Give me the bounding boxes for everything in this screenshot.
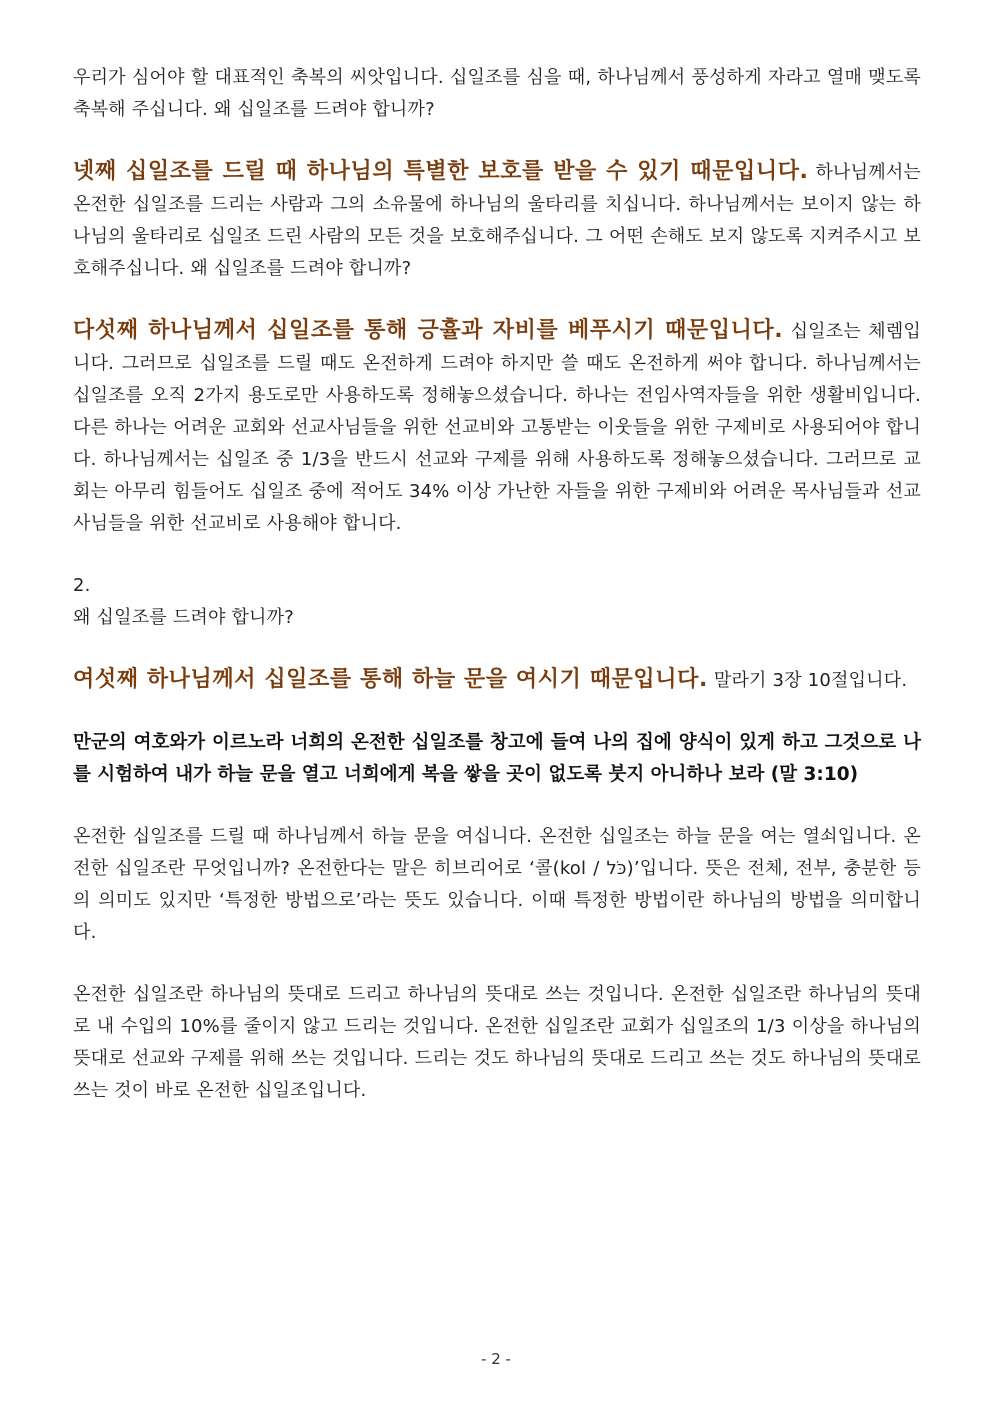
point-5-paragraph: [73, 315, 921, 540]
intro-paragraph: 우리가 심어야 할 대표적인 축복의 씨앗입니다. 십일조를 심을 때, 하나님께서 풍성하게 자라고 열매 맺도록 축복해 주십니다. 왜 십일조를 드려야 합니까?: [73, 67, 921, 120]
document-page: [73, 62, 921, 1107]
point-6-body: 말라기 3장 10절입니다.: [707, 670, 908, 691]
point-4-paragraph: [73, 156, 921, 285]
scripture-verse: 만군의 여호와가 이르노라 너희의 온전한 십일조를 창고에 들여 나의 집에 양식이 있게 하고 그것으로 나를 시험하여 내가 하늘 문을 열고 너희에게 복을 쌓을 곳이 없도록 붓지 아니하나 보라 (말 3:10): [73, 732, 921, 785]
section-question: 왜 십일조를 드려야 합니까?: [73, 607, 294, 628]
point-6-paragraph: [73, 664, 921, 697]
point-6-heading: 여섯째 하나님께서 십일조를 통해 하늘 문을 여시기 때문입니다.: [73, 667, 708, 692]
point-5-body: 십일조는 체렘입니다. 그러므로 십일조를 드릴 때도 온전하게 드려야 하지만 쓸 때도 온전하게 써야 합니다. 하나님께서는 십일조를 오직 2가지 용도로만 사용하도록 정해놓으셨습니다. 하나는 전임사역자들을 위한 생활비입니다. 다른 하나는 어려운 교회와 선교사님들을 위한 선교비와 고통받는 이웃들을 위한 구제비로 사용되어야 합니다. 하나님께서는 십일조 중 1/3을 반드시 선교와 구제를 위해 사용하도록 정해놓으셨습니다. 그러므로 교회는 아무리 힘들어도 십일조 중에 적어도 34% 이상 가난한 자들을 위한 구제비와 어려운 목사님들과 선교사님들을 위한 선교비로 사용해야 합니다.: [73, 321, 921, 534]
point-5-heading: 다섯째 하나님께서 십일조를 통해 긍휼과 자비를 베푸시기 때문입니다.: [73, 318, 784, 343]
page-number: - 2 -: [481, 1350, 511, 1368]
point-4-heading: 넷째 십일조를 드릴 때 하나님의 특별한 보호를 받을 수 있기 때문입니다.: [73, 159, 809, 184]
point-4-body: 하나님께서는 온전한 십일조를 드리는 사람과 그의 소유물에 하나님의 울타리를 치십니다. 하나님께서는 보이지 않는 하나님의 울타리로 십일조 드린 사람의 모든 것을 보호해주십니다. 그 어떤 손해도 보지 않도록 지켜주시고 보호해주십니다. 왜 십일조를 드려야 합니까?: [73, 162, 921, 279]
paragraph-complete-tithe: 온전한 십일조란 하나님의 뜻대로 드리고 하나님의 뜻대로 쓰는 것입니다. 온전한 십일조란 하나님의 뜻대로 내 수입의 10%를 줄이지 않고 드리는 것입니다. 온전한 십일조란 교회가 십일조의 1/3 이상을 하나님의 뜻대로 선교와 구제를 위해 쓰는 것입니다. 드리는 것도 하나님의 뜻대로 드리고 쓰는 것도 하나님의 뜻대로 쓰는 것이 바로 온전한 십일조입니다.: [73, 984, 921, 1101]
section-number: 2.: [73, 575, 91, 596]
paragraph-kol-meaning: 온전한 십일조를 드릴 때 하나님께서 하늘 문을 여십니다. 온전한 십일조는 하늘 문을 여는 열쇠입니다. 온전한 십일조란 무엇입니까? 온전한다는 말은 히브리어로 ‘콜(kol / כֹּל)’입니다. 뜻은 전체, 전부, 충분한 등의 의미도 있지만 ‘특정한 방법으로’라는 뜻도 있습니다. 이때 특정한 방법이란 하나님의 방법을 의미합니다.: [73, 826, 921, 943]
